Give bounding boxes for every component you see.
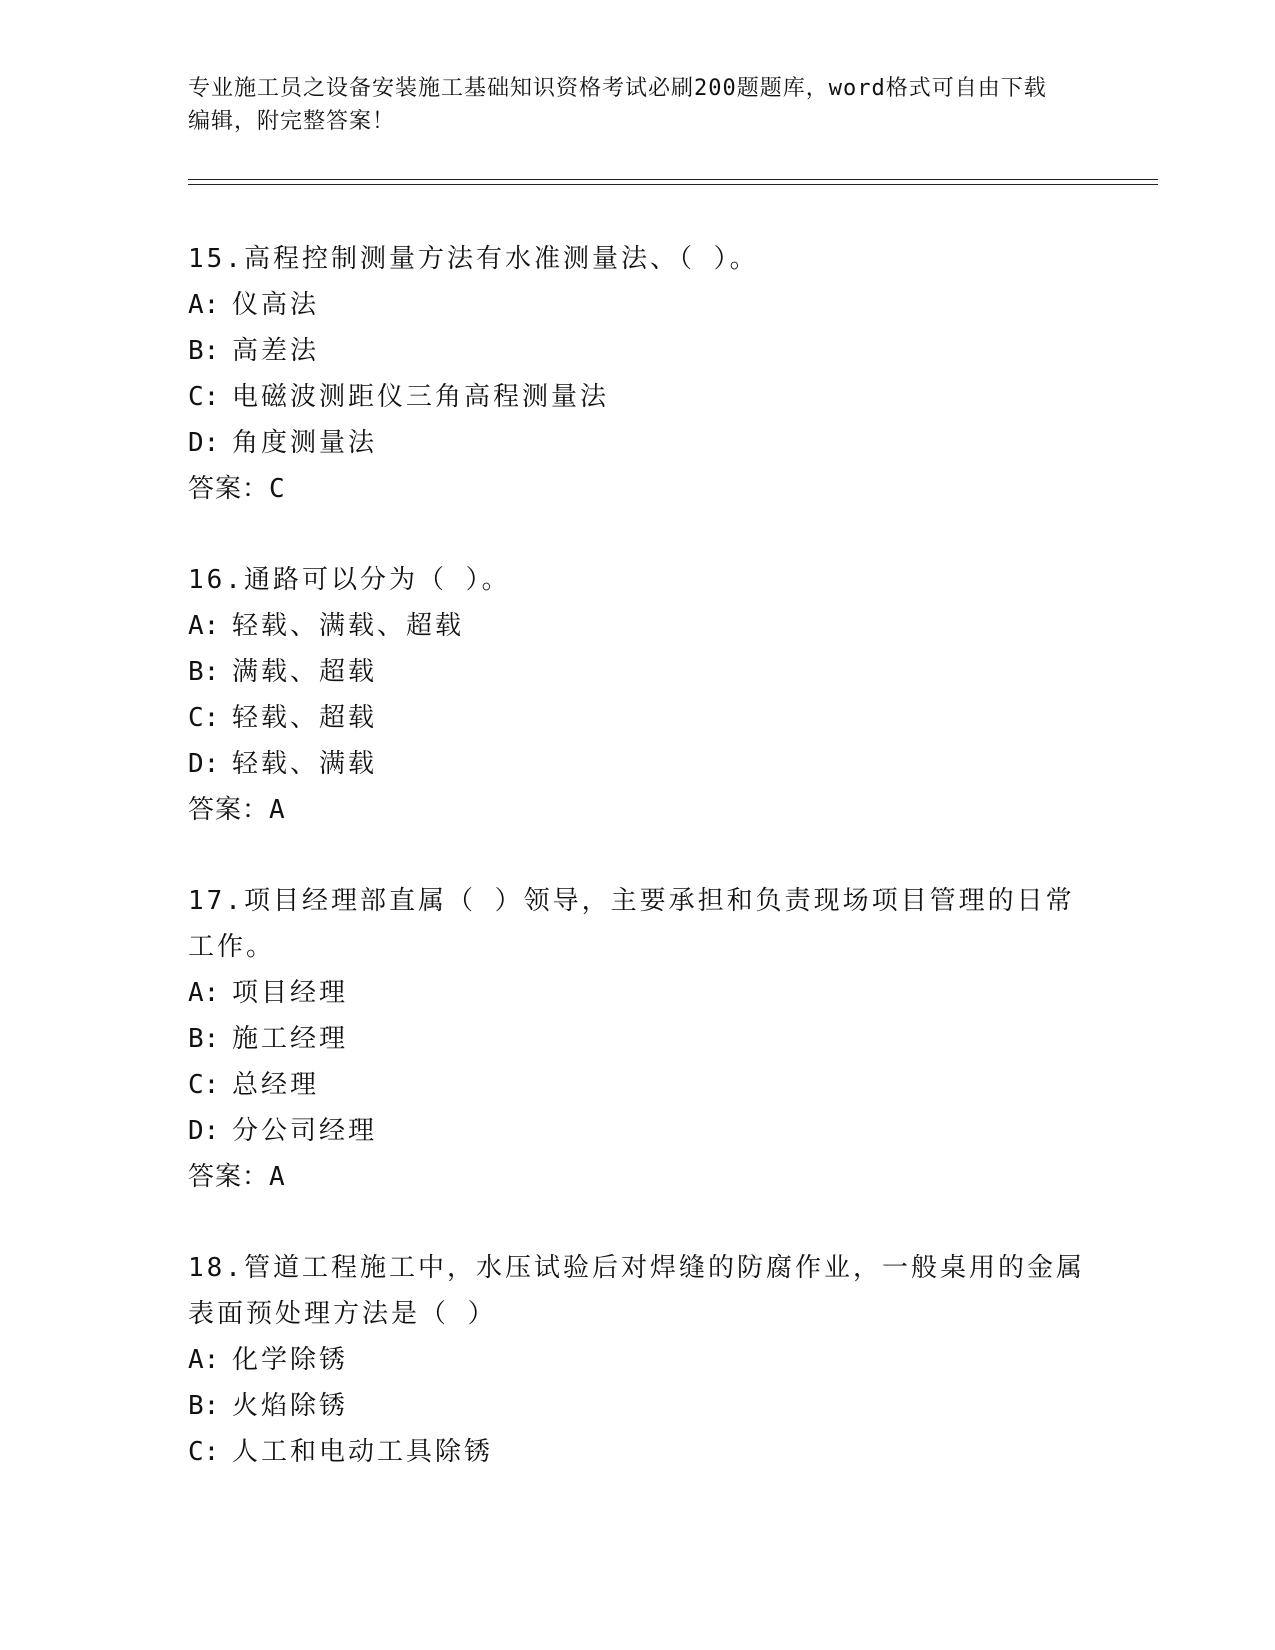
option-b xyxy=(188,328,1088,374)
option-text: 分公司经理 xyxy=(232,1116,378,1146)
option-c xyxy=(188,1062,1088,1108)
option-key: B: xyxy=(188,1024,220,1054)
option-a xyxy=(188,603,1088,649)
option-text: 电磁波测距仪三角高程测量法 xyxy=(232,382,610,412)
option-key: A: xyxy=(188,978,220,1008)
option-key: A: xyxy=(188,290,220,320)
option-key: D: xyxy=(188,1116,220,1146)
option-key: B: xyxy=(188,657,220,687)
option-b xyxy=(188,1383,1088,1429)
option-key: C: xyxy=(188,1437,220,1467)
header-divider-top xyxy=(188,179,1158,180)
option-d xyxy=(188,420,1088,466)
option-key: B: xyxy=(188,336,220,366)
option-key: D: xyxy=(188,749,220,779)
question-16 xyxy=(188,557,1088,833)
option-c xyxy=(188,1429,1088,1475)
option-b xyxy=(188,649,1088,695)
option-a xyxy=(188,282,1088,328)
option-text: 火焰除锈 xyxy=(232,1391,349,1421)
option-key: A: xyxy=(188,1345,220,1375)
option-text: 轻载、满载、超载 xyxy=(232,611,465,641)
option-text: 化学除锈 xyxy=(232,1345,349,1375)
option-text: 高差法 xyxy=(232,336,320,366)
option-text: 满载、超载 xyxy=(232,657,378,687)
option-text: 角度测量法 xyxy=(232,428,378,458)
option-key: D: xyxy=(188,428,220,458)
option-key: B: xyxy=(188,1391,220,1421)
option-b xyxy=(188,1016,1088,1062)
answer-line: 答案：A xyxy=(188,1162,286,1192)
answer-line: 答案：C xyxy=(188,474,286,504)
answer-line: 答案：A xyxy=(188,795,286,825)
option-a xyxy=(188,1337,1088,1383)
option-c xyxy=(188,374,1088,420)
option-key: A: xyxy=(188,611,220,641)
question-stem: 15.高程控制测量方法有水准测量法、（ ）。 xyxy=(188,244,759,274)
option-a xyxy=(188,970,1088,1016)
question-stem: 17.项目经理部直属（ ）领导，主要承担和负责现场项目管理的日常工作。 xyxy=(188,886,1075,962)
question-list xyxy=(188,236,1088,1520)
option-text: 轻载、满载 xyxy=(232,749,378,779)
question-18 xyxy=(188,1245,1088,1475)
option-text: 人工和电动工具除锈 xyxy=(232,1437,494,1467)
question-stem: 16.通路可以分为（ ）。 xyxy=(188,565,511,595)
header-divider-bottom xyxy=(188,184,1158,185)
option-text: 总经理 xyxy=(232,1070,320,1100)
document-header: 专业施工员之设备安装施工基础知识资格考试必刷200题题库，word格式可自由下载编辑，附完整答案！ xyxy=(188,76,1047,134)
option-key: C: xyxy=(188,703,220,733)
option-key: C: xyxy=(188,382,220,412)
option-text: 轻载、超载 xyxy=(232,703,378,733)
question-17 xyxy=(188,878,1088,1200)
option-d xyxy=(188,741,1088,787)
option-text: 施工经理 xyxy=(232,1024,349,1054)
option-key: C: xyxy=(188,1070,220,1100)
option-text: 仪高法 xyxy=(232,290,320,320)
question-stem: 18.管道工程施工中，水压试验后对焊缝的防腐作业，一般桌用的金属表面预处理方法是（ ） xyxy=(188,1253,1085,1329)
option-d xyxy=(188,1108,1088,1154)
question-15 xyxy=(188,236,1088,512)
option-c xyxy=(188,695,1088,741)
option-text: 项目经理 xyxy=(232,978,349,1008)
